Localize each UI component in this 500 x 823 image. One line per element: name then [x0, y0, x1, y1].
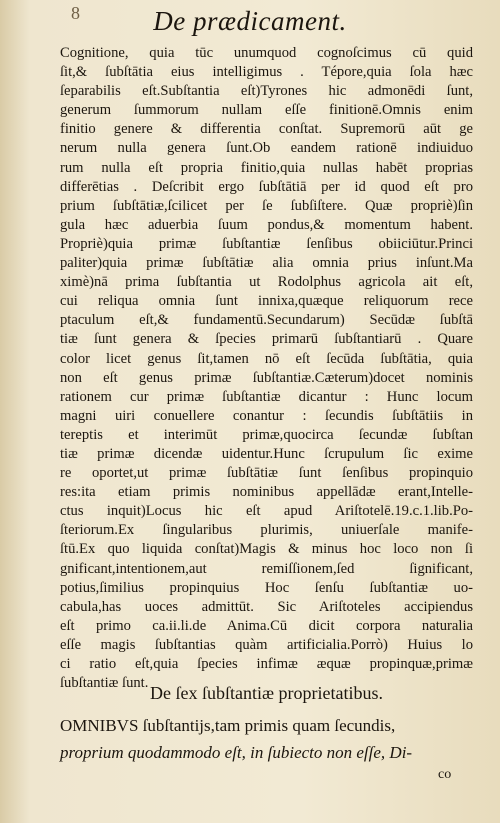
text-line: differētias . Deſcribit ergo ſubſtātiā per id quod eſt pro: [60, 178, 473, 195]
text-line: rationem cur primæ ſubſtantiæ dicantur : Hunc locum: [60, 388, 473, 405]
text-line: cabula,has uoces admittūt. Sic Ariſtoteles accipiendus: [60, 598, 473, 615]
section-heading: De ſex ſubſtantiæ proprietatibus.: [150, 683, 383, 703]
catchword: co: [438, 767, 452, 782]
opening-paragraph: [60, 712, 473, 766]
paragraph-line: proprium quodammodo eſt, in ſubiecto non eſſe, Di-: [60, 743, 413, 762]
page-number: 8: [71, 3, 80, 23]
text-line: ci ratio eſt,quia ſpecies infimæ æquæ propinquæ,primæ: [60, 656, 473, 672]
text-line: prium ſubſtātiæ,ſcilicet per ſe ſubſiſtere. Quæ propriè)ſin: [60, 197, 473, 214]
text-line: ctus inquit)Locus hic eſt apud Ariſtotelē.19.c.1.lib.Po-: [60, 503, 473, 520]
text-line: paliter)quia primæ ſubſtātiæ alia omnia prius inſunt.Ma: [60, 255, 473, 272]
text-line: ximè)nā prima ſubſtantia ut Rodolphus agricola ait eſt,: [60, 274, 473, 291]
commentary-text: [60, 44, 473, 693]
text-line: nerum nulla genera ſunt.Ob eandem rationē indiuiduo: [60, 140, 473, 157]
paragraph-line: OMNIBVS ſubſtantijs,tam primis quam ſecundis,: [60, 716, 396, 735]
text-line: magni uiri conuellere conantur : ſecundis ſubſtātiis in: [60, 407, 473, 424]
text-line: ptaculum eſt,& fundamentū.Secundarum) Secūdæ ſubſtā: [60, 312, 473, 329]
text-line: ſubſtantiæ ſunt.: [60, 675, 149, 692]
text-line: gula hæc aduerbia ſuum pondus,& momentum habent.: [60, 216, 473, 233]
text-line: ſteriorum.Ex ſingularibus plurimis, uniuerſale manife-: [60, 522, 473, 539]
text-line: tiæ primæ dicendæ uidentur.Hunc ſcrupulum ſic exime: [60, 445, 473, 462]
text-line: re oportet,ut primæ ſubſtātiæ ſunt ſenſibus propinquio: [60, 465, 473, 482]
text-line: tereptis et interimūt primæ,quocirca ſecundæ ſubſtan: [60, 426, 473, 443]
text-line: rum nulla eſt propria finitio,quia nullas habēt proprias: [60, 159, 473, 176]
text-line: res:ita etiam primis nominibus appellādæ erant,Intelle-: [60, 484, 473, 501]
text-line: non eſt genus primæ ſubſtantiæ.Cæterum)docet nominis: [60, 369, 473, 386]
text-line: cui reliqua omnia ſunt innixa,quæque reliquorum rece: [60, 293, 473, 310]
text-line: eſt primo ca.ii.li.de Anima.Cū dicit corpora naturalia: [60, 617, 473, 634]
text-line: finitio genere & differentia conſtat. Supremorū aūt ge: [60, 121, 473, 138]
text-line: ſeparabilis eſt.Subſtantia eſt)Tyrones hic admonēdi ſunt,: [60, 83, 473, 100]
text-line: ſit,& ſubſtātia eius intelligimus . Tépore,quia ſola hæc: [60, 64, 473, 81]
text-line: tiæ ſunt genera & ſpecies primarū ſubſtantiarū . Quare: [60, 331, 473, 348]
text-line: color licet genus ſit,tamen nō eſt ſecūda ſubſtātia, quia: [60, 350, 473, 367]
text-line: potius,ſimilius propinquius Hoc ſenſu ſubſtantiæ uo-: [60, 579, 473, 596]
text-line: Cognitione, quia tūc unumquod cognoſcimus cū quid: [60, 45, 473, 61]
text-line: Propriè)quia primæ ſubſtantiæ ſenſibus obiiciūtur.Princi: [60, 235, 473, 252]
text-line: gnificant,intentionem,aut remiſſionem,ſed ſignificant,: [60, 560, 473, 577]
text-line: generum ſummorum nullam eſſe finitionē.Omnis enim: [60, 102, 473, 119]
text-line: eſſe magis ſubſtantias quàm artificialia.Porrò) Huius lo: [60, 636, 473, 653]
text-line: ſtū.Ex quo liquida conſtat)Magis & minus hoc loco non ſi: [60, 541, 473, 558]
running-header: De prædicament.: [153, 6, 347, 36]
